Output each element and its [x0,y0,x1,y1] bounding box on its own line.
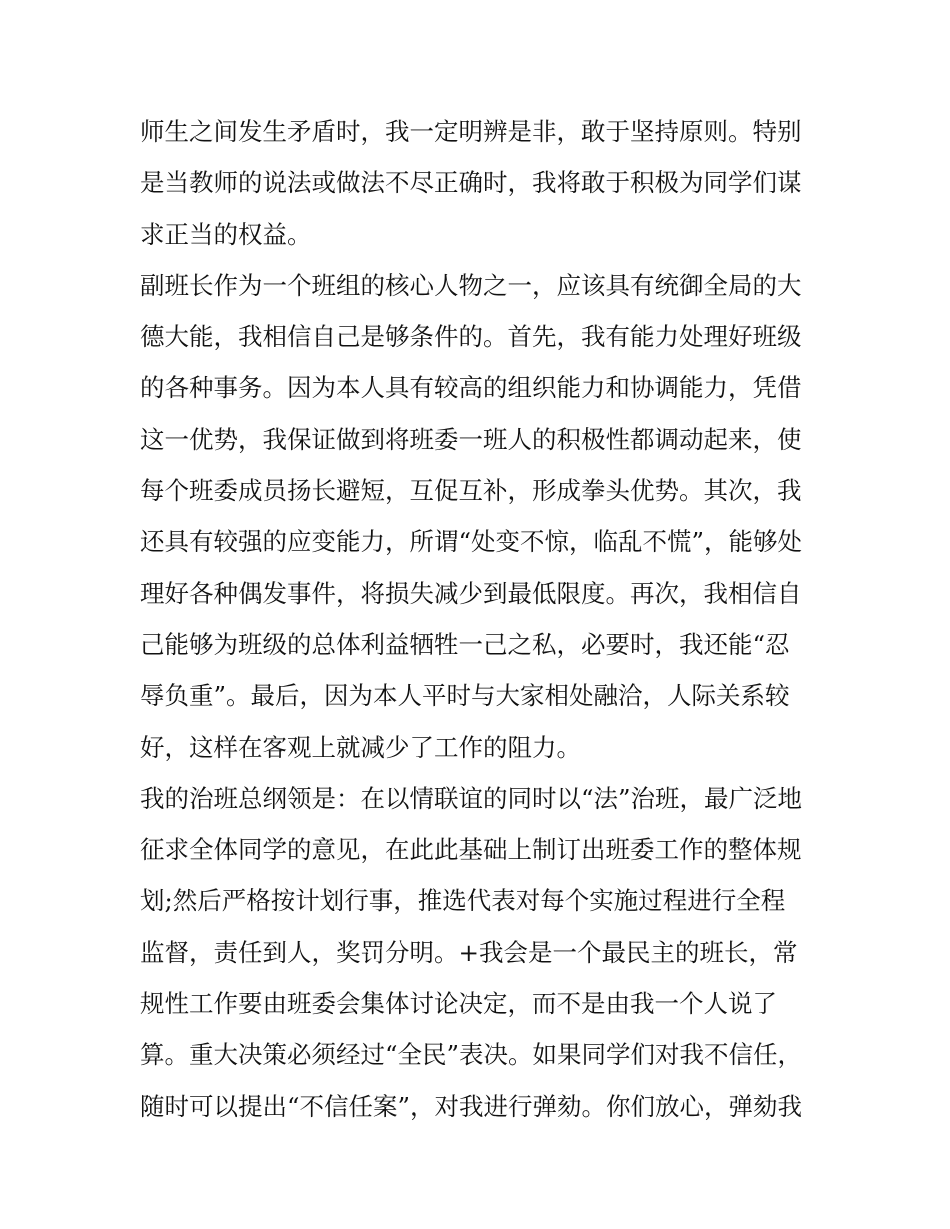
text-line: 划;然后严格按计划行事，推选代表对每个实施过程进行全程 [140,886,786,916]
text-line: 我的治班总纲领是：在以情联谊的同时以“法”治班，最广泛地 [140,783,803,813]
text-line: 师生之间发生矛盾时，我一定明辨是非，敢于坚持原则。特别 [140,117,802,146]
text-line: 这一优势，我保证做到将班委一班人的积极性都调动起来，使 [140,424,802,454]
text-line: 好，这样在客观上就减少了工作的阻力。 [140,732,581,762]
text-line: 是当教师的说法或做法不尽正确时，我将敢于积极为同学们谋 [140,168,802,198]
text-line: 德大能，我相信自己是够条件的。首先，我有能力处理好班级 [140,322,802,352]
text-line: 监督，责任到人，奖罚分明。+我会是一个最民主的班长，常 [140,937,798,967]
text-line: 征求全体同学的意见，在此此基础上制订出班委工作的整体规 [140,835,802,865]
text-line: 每个班委成员扬长避短，互促互补，形成拳头优势。其次，我 [140,476,802,506]
text-line: 副班长作为一个班组的核心人物之一，应该具有统御全局的大 [140,270,802,300]
text-line: 己能够为班级的总体利益牺牲一己之私，必要时，我还能“忍 [140,629,790,659]
text-line: 规性工作要由班委会集体讨论决定，而不是由我一个人说了 [140,989,777,1019]
text-line: 随时可以提出“不信任案”，对我进行弹劾。你们放心，弹劾我 [140,1091,803,1121]
text-line: 理好各种偶发事件，将损失减少到最低限度。再次，我相信自 [140,578,802,608]
text-line: 求正当的权益。 [140,219,312,249]
text-line: 辱负重”。最后，因为本人平时与大家相处融洽，人际关系较 [140,681,790,711]
text-line: 的各种事务。因为本人具有较高的组织能力和协调能力，凭借 [140,373,802,403]
text-line: 算。重大决策必须经过“全民”表决。如果同学们对我不信任， [140,1040,803,1070]
document-body [140,106,815,1132]
text-line: 还具有较强的应变能力，所谓“处变不惊，临乱不慌”，能够处 [140,527,803,557]
